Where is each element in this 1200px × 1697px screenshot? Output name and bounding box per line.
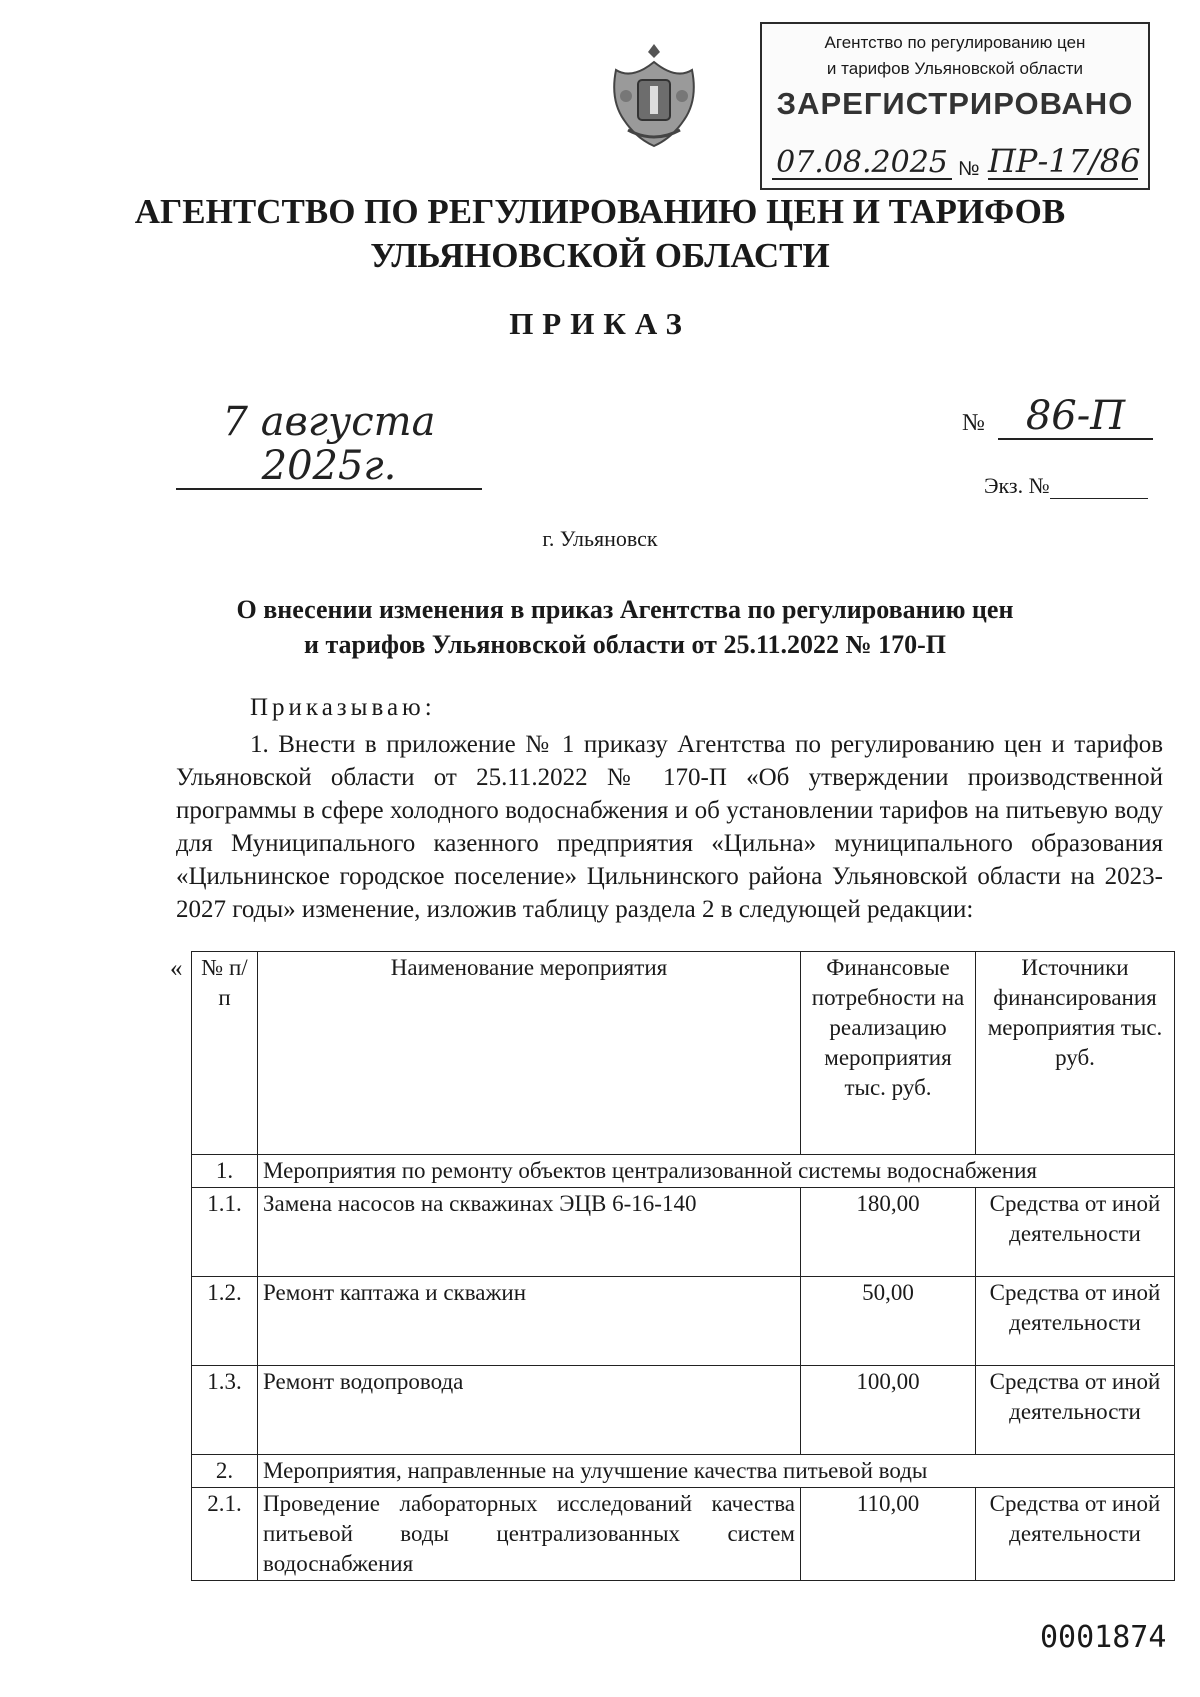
document-type: ПРИКАЗ (509, 306, 691, 341)
section-1-num: 1. (192, 1155, 258, 1188)
row-source: Средства от иной деятельности (976, 1188, 1175, 1277)
stamp-number-label: № (958, 158, 980, 180)
stamp-registered: ЗАРЕГИСТРИРОВАНО (776, 86, 1134, 121)
table-section-row (192, 1455, 1175, 1488)
organization-name-line-2: УЛЬЯНОВСКОЙ ОБЛАСТИ (370, 236, 830, 275)
table-row (192, 1277, 1175, 1366)
registration-stamp (760, 22, 1150, 190)
stamp-agency-name (762, 30, 1148, 82)
document-subject (150, 592, 1100, 662)
section-1-title: Мероприятия по ремонту объектов централизованной системы водоснабжения (258, 1155, 1175, 1188)
table-open-quote: « (170, 955, 183, 982)
row-amount: 110,00 (801, 1488, 976, 1581)
header-finance: Финансовые потребности на реализацию мероприятия тыс. руб. (801, 952, 976, 1155)
table-row (192, 1188, 1175, 1277)
stamp-line-1: Агентство по регулированию цен (824, 33, 1086, 52)
paragraph-1 (176, 728, 1163, 926)
row-source: Средства от иной деятельности (976, 1277, 1175, 1366)
organization-name-line-1: АГЕНТСТВО ПО РЕГУЛИРОВАНИЮ ЦЕН И ТАРИФОВ (134, 192, 1066, 231)
table-row (192, 1488, 1175, 1581)
row-num: 2.1. (192, 1488, 258, 1581)
row-num: 1.1. (192, 1188, 258, 1277)
table-header-row (192, 952, 1175, 1155)
header-num: № п/п (192, 952, 258, 1155)
row-source: Средства от иной деятельности (976, 1488, 1175, 1581)
paragraph-1-text: 1. Внести в приложение № 1 приказу Агентства по регулированию цен и тарифов Ульяновской области от 25.11.2022 № 170-П «Об утверждении производственной программы в сфере холодного водоснабжения и об установлении тарифов на питьевую воду для Муниципального казенного предприятия «Цильна» муниципального образования «Цильнинское городское поселение» Цильнинского района Ульяновской области на 2023-2027 годы» изменение, изложив таблицу раздела 2 в следующей редакции: (176, 731, 1163, 923)
row-amount: 100,00 (801, 1366, 976, 1455)
stamp-line-2: и тарифов Ульяновской области (826, 59, 1084, 78)
row-name: Замена насосов на скважинах ЭЦВ 6-16-140 (258, 1188, 801, 1277)
city: г. Ульяновск (542, 526, 658, 551)
section-2-title: Мероприятия, направленные на улучшение качества питьевой воды (258, 1455, 1175, 1488)
order-number-label: № (962, 410, 985, 436)
measures-table (191, 951, 1175, 1581)
row-num: 1.3. (192, 1366, 258, 1455)
subject-line-2: и тарифов Ульяновской области от 25.11.2022 № 170-П (303, 630, 947, 659)
row-name: Ремонт каптажа и скважин (258, 1277, 801, 1366)
stamp-date: 07.08.2025 (772, 148, 952, 180)
header-name: Наименование мероприятия (258, 952, 801, 1155)
table-row (192, 1366, 1175, 1455)
row-num: 1.2. (192, 1277, 258, 1366)
orders-heading: Приказываю: (250, 694, 436, 721)
handwritten-date: 7 августа 2025г. (176, 400, 482, 490)
row-source: Средства от иной деятельности (976, 1366, 1175, 1455)
header-source: Источники финансирования мероприятия тыс. руб. (976, 952, 1175, 1155)
row-amount: 50,00 (801, 1277, 976, 1366)
copy-number-label: Экз. № (984, 473, 1050, 498)
section-2-num: 2. (192, 1455, 258, 1488)
row-amount: 180,00 (801, 1188, 976, 1277)
row-name: Проведение лабораторных исследований качества питьевой воды централизованных систем водоснабжения (258, 1488, 801, 1581)
coat-of-arms-icon (606, 40, 702, 152)
handwritten-order-number: 86-П (998, 394, 1153, 440)
row-name: Ремонт водопровода (258, 1366, 801, 1455)
stamp-reg-number: ПР-17/86 (988, 142, 1141, 180)
document-serial-number: 0001874 (1040, 1620, 1167, 1655)
copy-number-blank (1050, 478, 1148, 499)
subject-line-1: О внесении изменения в приказ Агентства по регулированию цен (236, 595, 1014, 624)
table-section-row (192, 1155, 1175, 1188)
organization-name (0, 190, 1200, 278)
copy-number (984, 473, 1148, 499)
